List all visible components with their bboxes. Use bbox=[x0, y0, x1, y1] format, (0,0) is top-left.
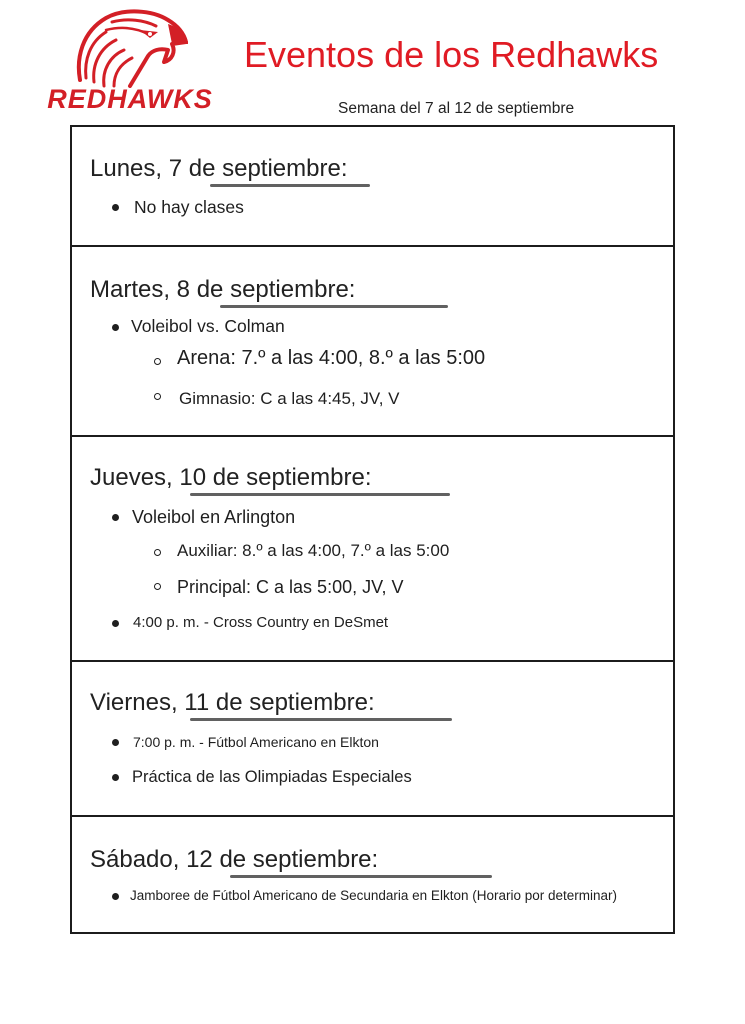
day-title: Sábado, 12 de septiembre: bbox=[90, 846, 378, 874]
day-title: Martes, 8 de septiembre: bbox=[90, 276, 355, 304]
sub-bullet bbox=[154, 358, 161, 365]
page-title: Eventos de los Redhawks bbox=[244, 34, 659, 75]
day-section-lunes bbox=[72, 127, 673, 247]
logo-wordmark: REDHAWKS bbox=[47, 84, 213, 114]
day-title: Jueves, 10 de septiembre: bbox=[90, 464, 372, 492]
bullet bbox=[112, 620, 119, 627]
bullet bbox=[112, 324, 119, 331]
sub-bullet bbox=[154, 549, 161, 556]
day-title: Lunes, 7 de septiembre: bbox=[90, 155, 348, 183]
event-subitem: Arena: 7.º a las 4:00, 8.º a las 5:00 bbox=[177, 347, 486, 369]
redhawks-logo bbox=[24, 8, 234, 118]
event-item: 4:00 p. m. - Cross Country en DeSmet bbox=[133, 614, 389, 631]
event-item: Jamboree de Fútbol Americano de Secundaria en Elkton (Horario por determinar) bbox=[130, 888, 618, 903]
day-section-jueves bbox=[72, 437, 673, 662]
event-item: Voleibol vs. Colman bbox=[131, 316, 285, 336]
sub-bullet bbox=[154, 583, 161, 590]
event-item: No hay clases bbox=[134, 197, 244, 217]
redhawk-head-icon bbox=[72, 8, 190, 88]
day-title: Viernes, 11 de septiembre: bbox=[90, 689, 375, 717]
event-item: Práctica de las Olimpiadas Especiales bbox=[132, 768, 412, 786]
bullet bbox=[112, 739, 119, 746]
day-section-viernes bbox=[72, 662, 673, 817]
bullet bbox=[112, 204, 119, 211]
bullet bbox=[112, 893, 119, 900]
event-subitem: Gimnasio: C a las 4:45, JV, V bbox=[179, 389, 400, 408]
page-subtitle: Semana del 7 al 12 de septiembre bbox=[338, 100, 575, 117]
bullet bbox=[112, 514, 119, 521]
day-section-martes bbox=[72, 247, 673, 437]
day-section-sabado bbox=[72, 817, 673, 932]
event-subitem: Principal: C a las 5:00, JV, V bbox=[177, 577, 404, 597]
event-item: Voleibol en Arlington bbox=[132, 507, 296, 527]
sub-bullet bbox=[154, 393, 161, 400]
bullet bbox=[112, 774, 119, 781]
schedule-table bbox=[70, 125, 675, 934]
event-item: 7:00 p. m. - Fútbol Americano en Elkton bbox=[133, 734, 379, 750]
event-subitem: Auxiliar: 8.º a las 4:00, 7.º a las 5:00 bbox=[177, 541, 450, 560]
